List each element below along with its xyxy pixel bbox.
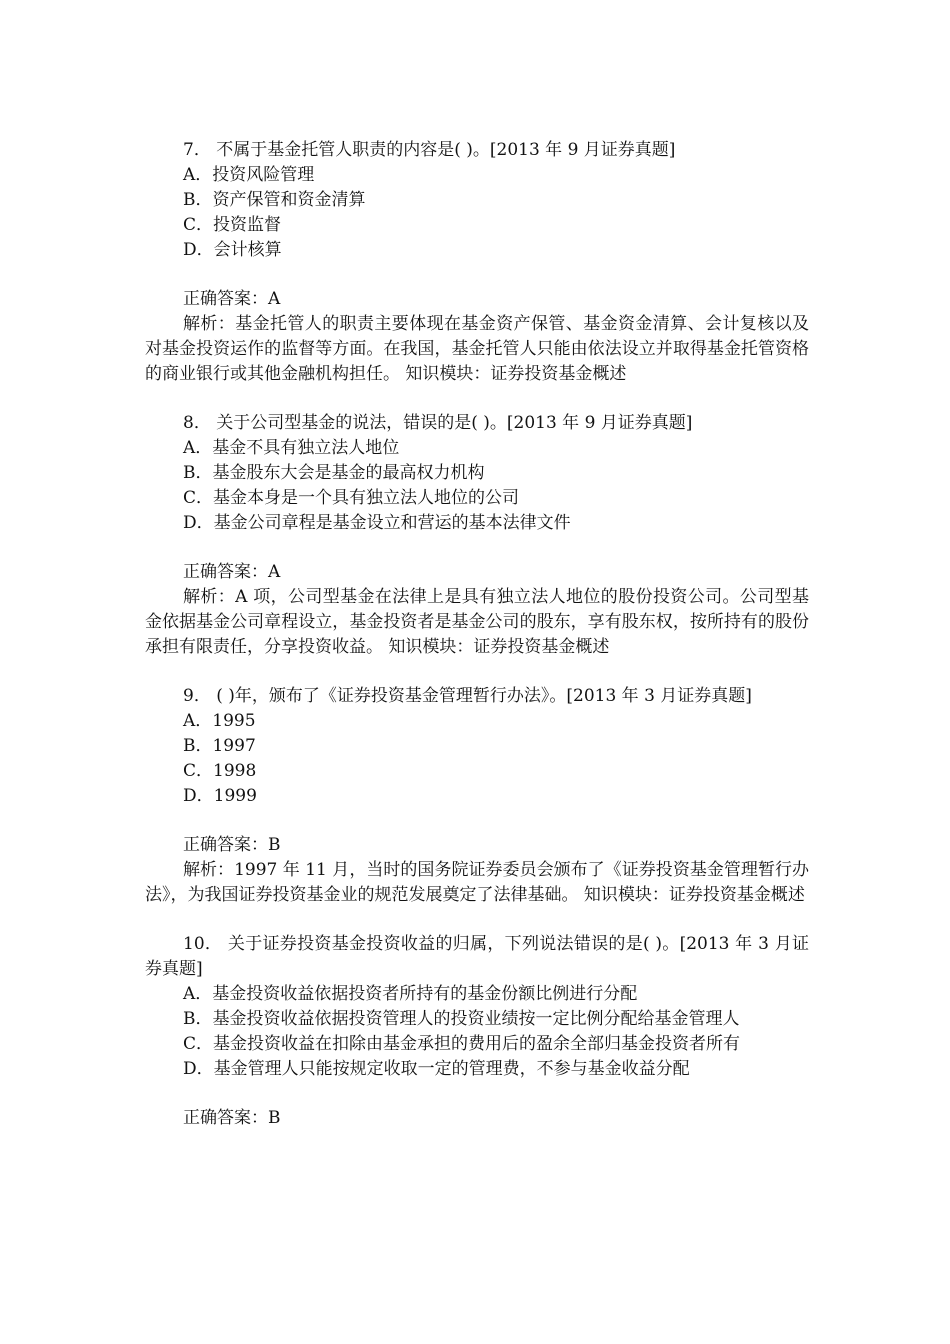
- option-c: C．1998: [183, 761, 257, 781]
- option-a: A．1995: [183, 711, 256, 731]
- option-d: D．基金公司章程是基金设立和营运的基本法律文件: [183, 513, 571, 533]
- option-c: C．投资监督: [183, 215, 282, 235]
- question-stem: 7． 不属于基金托管人职责的内容是( )。[2013 年 9 月证券真题]: [183, 140, 676, 160]
- correct-answer: 正确答案：B: [183, 835, 281, 855]
- question-stem: 8． 关于公司型基金的说法，错误的是( )。[2013 年 9 月证券真题]: [183, 413, 693, 433]
- option-c: C．基金本身是一个具有独立法人地位的公司: [183, 488, 520, 508]
- correct-answer: 正确答案：A: [183, 562, 281, 582]
- option-a: A．基金投资收益依据投资者所持有的基金份额比例进行分配: [183, 984, 638, 1004]
- option-a: A．投资风险管理: [183, 165, 315, 185]
- option-b: B．基金投资收益依据投资管理人的投资业绩按一定比例分配给基金管理人: [183, 1009, 740, 1029]
- question-stem: 10． 关于证券投资基金投资收益的归属，下列说法错误的是( )。[2013 年 3 月证券真题]: [145, 934, 809, 979]
- option-b: B．1997: [183, 736, 256, 756]
- spacer: [145, 263, 809, 287]
- spacer: [145, 536, 809, 560]
- question-7: [145, 138, 809, 387]
- spacer: [145, 660, 809, 684]
- correct-answer: 正确答案：A: [183, 289, 281, 309]
- option-b: B．资产保管和资金清算: [183, 190, 366, 210]
- spacer: [145, 809, 809, 833]
- correct-answer: 正确答案：B: [183, 1108, 281, 1128]
- option-d: D．基金管理人只能按规定收取一定的管理费，不参与基金收益分配: [183, 1059, 690, 1079]
- explanation: 解析：基金托管人的职责主要体现在基金资产保管、基金资金清算、会计复核以及对基金投资运作的监督等方面。在我国，基金托管人只能由依法设立并取得基金托管资格的商业银行或其他金融机构担任。 知识模块：证券投资基金概述: [145, 314, 809, 384]
- option-c: C．基金投资收益在扣除由基金承担的费用后的盈余全部归基金投资者所有: [183, 1034, 741, 1054]
- spacer: [145, 908, 809, 932]
- option-d: D．会计核算: [183, 240, 282, 260]
- question-stem: 9． ( )年，颁布了《证券投资基金管理暂行办法》。[2013 年 3 月证券真题]: [183, 686, 752, 706]
- question-10: [145, 932, 809, 1131]
- option-a: A．基金不具有独立法人地位: [183, 438, 400, 458]
- question-9: [145, 684, 809, 908]
- explanation: 解析：1997 年 11 月，当时的国务院证券委员会颁布了《证券投资基金管理暂行办法》，为我国证券投资基金业的规范发展奠定了法律基础。 知识模块：证券投资基金概述: [145, 860, 809, 905]
- explanation: 解析：A 项，公司型基金在法律上是具有独立法人地位的股份投资公司。公司型基金依据基金公司章程设立，基金投资者是基金公司的股东，享有股东权，按所持有的股份承担有限责任，分享投资收益。 知识模块：证券投资基金概述: [145, 587, 809, 657]
- spacer: [145, 387, 809, 411]
- option-b: B．基金股东大会是基金的最高权力机构: [183, 463, 485, 483]
- question-8: [145, 411, 809, 660]
- document-page: [145, 138, 809, 1131]
- option-d: D．1999: [183, 786, 257, 806]
- spacer: [145, 1082, 809, 1106]
